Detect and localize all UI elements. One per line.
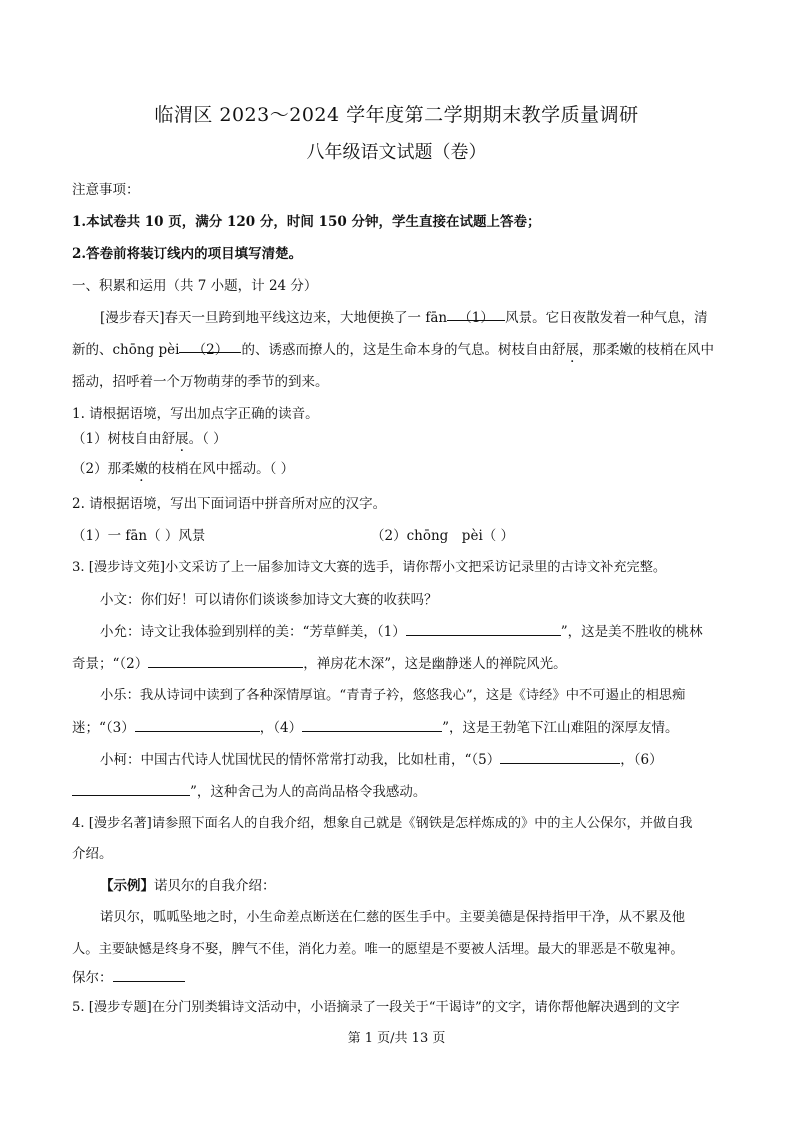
page-title-line1: 临渭区 2023～2024 学年度第二学期期末教学质量调研 xyxy=(154,104,639,126)
q2-item-2[interactable]: （2）chōng pèi（ ） xyxy=(371,528,515,544)
q1-answer-paren[interactable]: 。（ ） xyxy=(188,431,227,447)
q3-xiaoke-line-1 xyxy=(100,748,663,768)
q3-stem: 3. [漫步诗文苑]小文采访了上一届参加诗文大赛的选手，请你帮小文把采访记录里的古诗文补充完整。 xyxy=(72,560,667,575)
notice-item-2: 2.答卷前将装订线内的项目填写清楚。 xyxy=(72,246,303,262)
answer-label: 保尔： xyxy=(72,970,113,986)
passage-line-2 xyxy=(72,338,714,358)
q4-example-line-2: 人。主要缺憾是终身不娶，脾气不佳，消化力差。唯一的愿望是不要被人活埋。最大的罪恶是不敬鬼神。 xyxy=(72,942,684,957)
answer-blank[interactable] xyxy=(113,967,185,982)
notice-item-1: 1.本试卷共 10 页，满分 120 分，时间 150 分钟，学生直接在试题上答卷； xyxy=(72,214,541,230)
q3-text: ”，这种舍己为人的高尚品格令我感动。 xyxy=(190,784,427,800)
q3-text: ，禅房花木深”，这是幽静迷人的禅院风光。 xyxy=(303,656,567,672)
q3-text: 迷；“（3） xyxy=(72,720,135,736)
q5-stem-line-1: 5. [漫步专题]在分门别类辑诗文活动中，小语摘录了一段关于“干谒诗”的文字，请你帮他解决遇到的文字 xyxy=(72,1000,680,1015)
q4-example-line-1: 诺贝尔，呱呱坠地之时，小生命差点断送在仁慈的医生手中。主要美德是保持指甲干净，从不累及他 xyxy=(100,910,686,925)
q3-xiaole-line-1: 小乐：我从诗词中读到了各种深情厚谊。“青青子衿，悠悠我心”，这是《诗经》中不可遏止的相思痴 xyxy=(100,688,686,703)
section-1-heading: 一、积累和运用（共 7 小题，计 24 分） xyxy=(72,278,318,294)
q1-text: （2）那柔 xyxy=(72,461,135,477)
answer-blank[interactable] xyxy=(72,781,190,796)
q2-stem: 2. 请根据语境，写出下面词语中拼音所对应的汉字。 xyxy=(72,496,387,512)
dotted-char: 展 xyxy=(565,342,579,358)
passage-line-1 xyxy=(100,306,708,326)
q3-text: 小柯：中国古代诗人忧国忧民的情怀常常打动我，比如杜甫，“（5） xyxy=(100,752,501,768)
q4-stem-line-1: 4. [漫步名著]请参照下面名人的自我介绍，想象自己就是《钢铁是怎样炼成的》中的主人公保尔，并做自我 xyxy=(72,816,693,831)
answer-blank[interactable] xyxy=(148,653,303,668)
answer-blank[interactable]: （2） xyxy=(179,338,241,353)
q3-text: ，（6） xyxy=(620,752,663,768)
answer-blank[interactable] xyxy=(135,717,260,732)
q1-text: （1）树枝自由舒 xyxy=(72,431,176,447)
q3-text: 奇景；“（2） xyxy=(72,656,149,672)
dotted-char: 嫩 xyxy=(134,461,149,477)
q4-example-heading xyxy=(100,874,276,894)
passage-text: [漫步春天]春天一旦跨到地平线这边来，大地便换了一 fān xyxy=(100,310,448,326)
example-label: 【示例】 xyxy=(100,878,154,894)
answer-blank[interactable]: （1） xyxy=(447,306,505,321)
q2-item-1[interactable]: （1）一 fān（ ）风景 xyxy=(72,528,206,544)
dotted-char: 展 xyxy=(175,431,189,447)
passage-text: 的、诱惑而撩人的，这是生命本身的气息。树枝自由舒 xyxy=(241,342,566,358)
answer-blank[interactable] xyxy=(302,717,442,732)
q4-stem-line-2: 介绍。 xyxy=(72,846,113,862)
page-number: 第 1 页/共 13 页 xyxy=(347,1031,446,1046)
passage-line-3: 摇动，招呼着一个万物萌芽的季节的到来。 xyxy=(72,374,329,390)
passage-text: 风景。它日夜散发着一种气息，清 xyxy=(505,310,708,326)
q3-xiaoke-line-2 xyxy=(72,780,426,800)
q1-stem: 1. 请根据语境，写出加点字正确的读音。 xyxy=(72,406,319,422)
passage-text: ，那柔嫩的枝梢在风中 xyxy=(578,342,714,358)
notice-heading: 注意事项： xyxy=(72,182,140,198)
q3-text: ”，这是美不胜收的桃林 xyxy=(560,624,703,640)
q3-xiaoyun-line-1 xyxy=(100,620,703,640)
passage-text: 新的、chōng pèi xyxy=(72,342,180,358)
q1-answer-paren[interactable]: 的枝梢在风中摇动。（ ） xyxy=(148,461,295,477)
q3-xiaoyun-line-2 xyxy=(72,652,567,672)
answer-blank[interactable] xyxy=(500,749,620,764)
example-title: 诺贝尔的自我介绍： xyxy=(154,878,276,894)
q3-xiaowen: 小文：你们好！可以请你们谈谈参加诗文大赛的收获吗？ xyxy=(100,592,438,608)
q3-xiaole-line-2 xyxy=(72,716,679,736)
q1-item-1 xyxy=(72,427,227,447)
q3-text: ”，这是王勃笔下江山难阻的深厚友情。 xyxy=(442,720,679,736)
q3-text: ，（4） xyxy=(259,720,303,736)
page-title-line2: 八年级语文试题（卷） xyxy=(306,142,487,163)
answer-blank[interactable] xyxy=(406,621,561,636)
q3-text: 小允：诗文让我体验到别样的美：“芳草鲜美，（1） xyxy=(100,624,406,640)
q1-item-2 xyxy=(72,457,294,477)
q4-answer-line xyxy=(72,966,185,986)
